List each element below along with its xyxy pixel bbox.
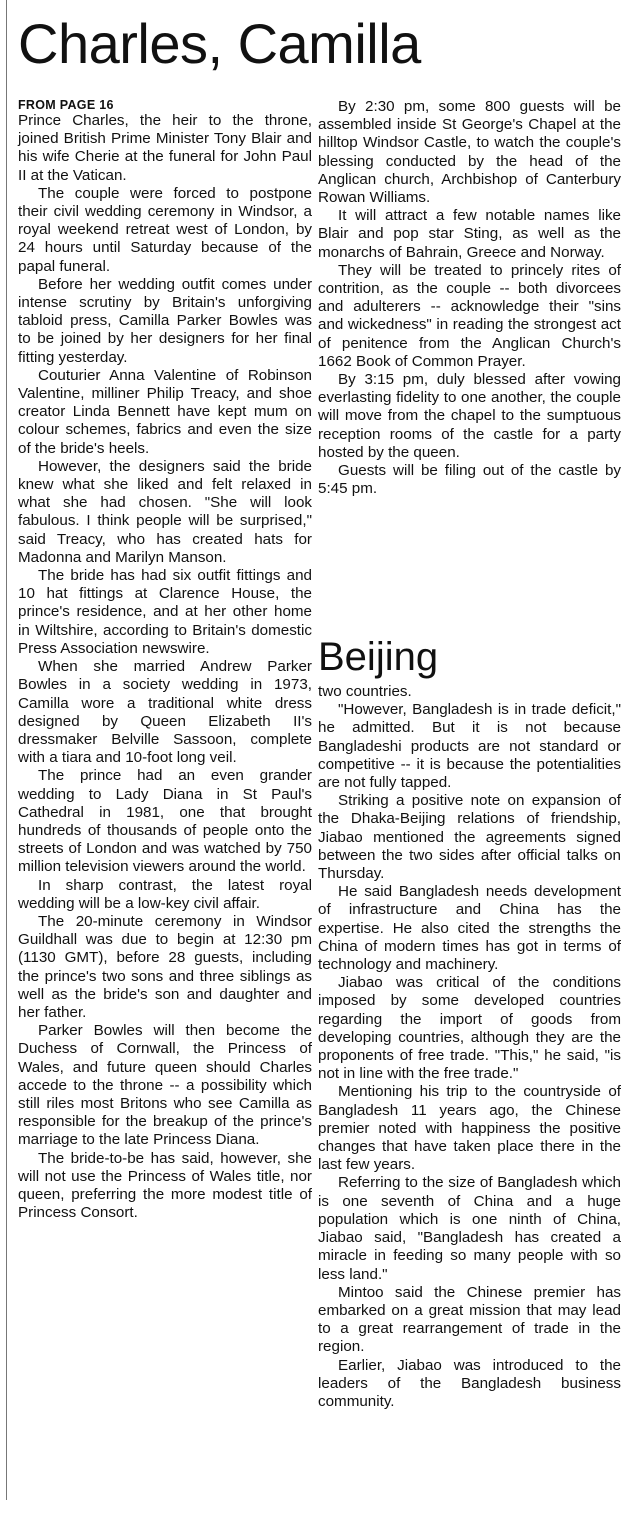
section-heading: Beijing [318, 635, 439, 679]
paragraph: The bride has had six outfit fittings and 10 hat fittings at Clarence House, the prince's residence, and at her other home in Wiltshire, according to Britain's domestic Press Association newswire. [18, 567, 312, 657]
paragraph: Guests will be filing out of the castle by 5:45 pm. [318, 462, 621, 498]
paragraph: The 20-minute ceremony in Windsor Guildhall was due to begin at 12:30 pm (1130 GMT), before 28 guests, including the prince's two sons and three siblings as well as the bride's son and daughter and her father. [18, 912, 312, 1021]
article-column-1 [18, 98, 312, 1222]
paragraph: They will be treated to princely rites of contrition, as the couple -- both divorcees and adulterers -- acknowledge their "sins and wickedness" in reading the strongest act of penitence from the Anglican Church's 1662 Book of Common Prayer. [318, 261, 621, 370]
paragraph: Earlier, Jiabao was introduced to the leaders of the Bangladesh business community. [318, 1356, 621, 1410]
paragraph: two countries. [318, 683, 412, 700]
jump-label: FROM PAGE 16 [18, 98, 114, 112]
paragraph: "However, Bangladesh is in trade deficit," he admitted. But it is not because Bangladeshi products are not standard or competitive -- it is because the potentialities are not fully tapped. [318, 701, 621, 792]
paragraph: Before her wedding outfit comes under intense scrutiny by Britain's unforgiving tabloid press, Camilla Parker Bowles was to be joined by her designers for her final fitting yesterday. [18, 275, 312, 366]
paragraph: Referring to the size of Bangladesh which is one seventh of China and a huge population which is one ninth of China, Jiabao said, "Bangladesh has created a miracle in feeding so many people with so less land." [318, 1174, 621, 1283]
paragraph: However, the designers said the bride knew what she liked and felt relaxed in what she had chosen. "She will look fabulous. I think people will be surprised," said Treacy, who has created hats for Madonna and Marilyn Manson. [18, 457, 312, 566]
paragraph: By 3:15 pm, duly blessed after vowing everlasting fidelity to one another, the couple will move from the chapel to the sumptuous reception rooms of the castle for a party hosted by the queen. [318, 371, 621, 461]
article-column-2 [318, 98, 621, 498]
paragraph: By 2:30 pm, some 800 guests will be assembled inside St George's Chapel at the hilltop Windsor Castle, to watch the couple's blessing conducted by the head of the Anglican church, Archbishop of Canterbury Rowan Williams. [318, 98, 621, 207]
paragraph: The bride-to-be has said, however, she will not use the Princess of Wales title, nor queen, preferring the more modest title of Princess Consort. [18, 1149, 312, 1222]
paragraph: Jiabao was critical of the conditions imposed by some developed countries regarding the import of goods from developing countries, although they are the proponents of free trade. "This," he said, "is not in line with the free trade." [318, 974, 621, 1083]
paragraph: He said Bangladesh needs development of infrastructure and China has the expertise. He also cited the strengths the China of modern times has got in terms of technology and machinery. [318, 883, 621, 974]
paragraph: The couple were forced to postpone their civil wedding ceremony in Windsor, a royal weekend retreat west of London, by 24 hours until Saturday because of the papal funeral. [18, 184, 312, 275]
paragraph: When she married Andrew Parker Bowles in a society wedding in 1973, Camilla wore a traditional white dress designed by Queen Elizabeth II's dressmaker Belville Sassoon, complete with a tiara and 10-foot long veil. [18, 658, 312, 767]
paragraph: Mentioning his trip to the countryside of Bangladesh 11 years ago, the Chinese premier noted with happiness the positive changes that have taken place there in the last few years. [318, 1083, 621, 1174]
article-column-3 [318, 683, 621, 1411]
paragraph: Mintoo said the Chinese premier has embarked on a great mission that may lead to a great rearrangement of trade in the region. [318, 1283, 621, 1356]
paragraph: Couturier Anna Valentine of Robinson Valentine, milliner Philip Treacy, and shoe creator Linda Bennett have kept mum on colour schemes, fabrics and even the size of the bride's heels. [18, 366, 312, 457]
paragraph: The prince had an even grander wedding to Lady Diana in St Paul's Cathedral in 1981, one that brought hundreds of thousands of people onto the streets of London and was watched by 750 million television viewers around the world. [18, 767, 312, 876]
paragraph: Striking a positive note on expansion of the Dhaka-Beijing relations of friendship, Jiabao mentioned the agreements signed between the two sides after official talks on Thursday. [318, 792, 621, 883]
paragraph: Parker Bowles will then become the Duchess of Cornwall, the Princess of Wales, and future queen should Charles accede to the throne -- a possibility which still riles most Britons who see Camilla as responsible for the breakup of the prince's marriage to the late Princess Diana. [18, 1022, 312, 1149]
column-rule [6, 0, 7, 1500]
paragraph: It will attract a few notable names like Blair and pop star Sting, as well as the monarchs of Bahrain, Greece and Norway. [318, 207, 621, 261]
headline: Charles, Camilla [18, 12, 421, 75]
paragraph: In sharp contrast, the latest royal wedding will be a low-key civil affair. [18, 876, 312, 912]
paragraph: Prince Charles, the heir to the throne, joined British Prime Minister Tony Blair and his wife Cherie at the funeral for John Paul II at the Vatican. [18, 112, 312, 184]
